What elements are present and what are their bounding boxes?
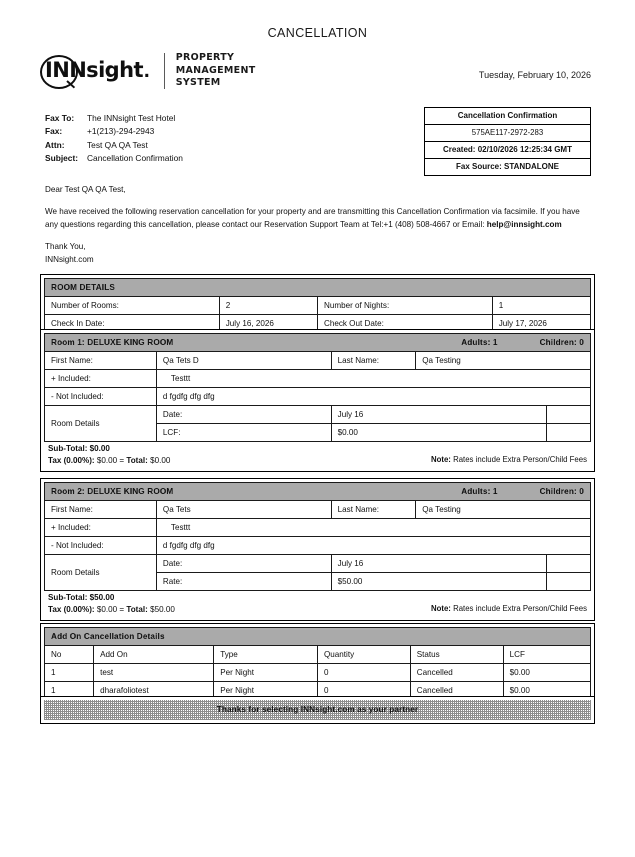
room-1-detail-key-1: LCF: <box>156 424 331 442</box>
addon-row-1-no: 1 <box>45 682 94 700</box>
room-2-subtotal: Sub-Total: $50.00 <box>48 593 115 602</box>
room-1-totals-row <box>44 442 591 468</box>
number-of-nights-value: 1 <box>492 297 590 315</box>
room-1-total-value: $0.00 <box>150 455 171 465</box>
attn-row <box>45 139 183 152</box>
room-1-adults: Adults: 1 <box>461 338 498 347</box>
table-row <box>45 352 591 370</box>
room-2-section <box>40 478 595 621</box>
letter-signoff-1: Thank You, <box>45 242 86 252</box>
room-2-adults: Adults: 1 <box>461 487 498 496</box>
table-row <box>45 519 591 537</box>
number-of-rooms-label: Number of Rooms: <box>45 297 220 315</box>
logo-tagline <box>176 52 256 90</box>
room-2-first-name-label: First Name: <box>45 501 157 519</box>
support-email: help@innsight.com <box>486 219 562 229</box>
room-1-detail-spacer-1 <box>547 424 591 442</box>
addon-col-no: No <box>45 646 94 664</box>
room-1-outer-box <box>40 329 595 472</box>
addon-col-addon: Add On <box>94 646 214 664</box>
thanks-banner: Thanks for selecting INNsight.com as your partner <box>44 700 591 720</box>
addon-cancellation-section <box>40 623 595 704</box>
innsight-logo <box>45 52 256 90</box>
addon-col-lcf: LCF <box>503 646 590 664</box>
check-in-date-label: Check In Date: <box>45 315 220 333</box>
addon-col-type: Type <box>214 646 318 664</box>
room-1-note <box>431 454 587 467</box>
room-2-header <box>45 483 591 501</box>
confirmation-heading: Cancellation Confirmation <box>425 108 590 125</box>
addon-col-quantity: Quantity <box>317 646 410 664</box>
table-row <box>45 406 591 424</box>
room-2-note-label: Note: <box>430 603 451 613</box>
addon-row-1-lcf: $0.00 <box>503 682 590 700</box>
room-2-detail-spacer-1 <box>547 573 591 591</box>
room-2-detail-spacer-0 <box>547 555 591 573</box>
footer-section <box>40 696 595 724</box>
room-1-detail-spacer-0 <box>547 406 591 424</box>
logo-wordmark: INNsight <box>45 58 143 83</box>
logo-divider <box>164 53 165 89</box>
addon-header: Add On Cancellation Details <box>45 628 591 646</box>
fax-to-label: Fax To: <box>45 113 75 123</box>
letter-signoff-2: INNsight.com <box>45 254 94 264</box>
room-1-header-row <box>45 334 591 352</box>
page-title: CANCELLATION <box>267 26 368 40</box>
addon-row-0-type: Per Night <box>214 664 318 682</box>
room-1-total-label: Total: <box>126 455 148 465</box>
subject-value: Cancellation Confirmation <box>87 153 183 164</box>
room-1-tax-label: Tax (0.00%): <box>48 455 95 465</box>
addon-col-status: Status <box>410 646 503 664</box>
room-1-children: Children: 0 <box>539 338 584 347</box>
subject-label: Subject: <box>45 153 79 164</box>
room-1-note-label: Note: <box>430 454 451 464</box>
logo-tagline-line-3: SYSTEM <box>175 77 221 88</box>
fax-number-value: +1(213)-294-2943 <box>87 126 155 137</box>
thanks-outer-box <box>40 696 595 724</box>
check-out-date-label: Check Out Date: <box>317 315 492 333</box>
room-2-total-equals: = <box>119 604 125 614</box>
room-2-not-included-label: - Not Included: <box>45 537 157 555</box>
addon-row-0-no: 1 <box>45 664 94 682</box>
fax-metadata <box>45 112 183 166</box>
confirmation-code: 575AE117-2972-283 <box>425 125 590 142</box>
room-2-included-label: + Included: <box>45 519 157 537</box>
letter-paragraph <box>45 206 591 231</box>
room-1-not-included-value: d fgdfg dfg dfg <box>156 388 590 406</box>
room-2-last-name-label: Last Name: <box>331 501 416 519</box>
addon-row-1-type: Per Night <box>214 682 318 700</box>
room-1-section <box>40 329 595 472</box>
room-1-not-included-label: - Not Included: <box>45 388 157 406</box>
room-1-detail-value-1: $0.00 <box>331 424 547 442</box>
room-2-note-text: Rates include Extra Person/Child Fees <box>453 603 587 613</box>
addon-row-0-quantity: 0 <box>317 664 410 682</box>
room-2-totals-row <box>44 591 591 617</box>
room-2-included-value: Testtt <box>156 519 590 537</box>
room-2-total-value: $50.00 <box>150 604 175 614</box>
room-2-tax-label: Tax (0.00%): <box>48 604 95 614</box>
room-1-included-label: + Included: <box>45 370 157 388</box>
cancellation-confirmation-box <box>424 107 591 176</box>
check-out-date-value: July 17, 2026 <box>492 315 590 333</box>
logo-mark <box>45 59 150 83</box>
fax-number-row <box>45 125 183 138</box>
addon-column-header-row <box>45 646 591 664</box>
table-row <box>45 555 591 573</box>
room-1-included-value: Testtt <box>156 370 590 388</box>
check-in-date-value: July 16, 2026 <box>219 315 317 333</box>
room-1-first-name-label: First Name: <box>45 352 157 370</box>
room-2-note <box>431 603 587 616</box>
attn-label: Attn: <box>45 139 65 150</box>
letter-paragraph-text: We have received the following reservation cancellation for your property and are transmitting this Cancellation Confirmation via facsimile. If you have any questions regarding this cancellation, please contact our Reservation Support Team at Tel:+1 (408) 508-4667 or Email: <box>45 207 580 229</box>
logo-dot: . <box>143 58 150 82</box>
room-2-tax-value: $0.00 <box>96 604 118 614</box>
room-2-last-name-value: Qa Testing <box>416 501 591 519</box>
room-2-children: Children: 0 <box>539 487 584 496</box>
table-row <box>45 370 591 388</box>
room-1-last-name-label: Last Name: <box>331 352 416 370</box>
logo-tagline-line-2: MANAGEMENT <box>175 64 256 76</box>
room-2-totals-left <box>48 592 175 615</box>
table-row <box>45 537 591 555</box>
document-date: Tuesday, February 10, 2026 <box>478 70 591 80</box>
addon-outer-box <box>40 623 595 704</box>
room-2-outer-box <box>40 478 595 621</box>
addon-row-1-status: Cancelled <box>410 682 503 700</box>
confirmation-fax-source: Fax Source: STANDALONE <box>456 162 559 171</box>
room-1-header <box>45 334 591 352</box>
addon-row-0-addon: test <box>94 664 214 682</box>
room-1-note-text: Rates include Extra Person/Child Fees <box>453 454 587 464</box>
room-2-not-included-value: d fgdfg dfg dfg <box>156 537 590 555</box>
room-1-subtotal: Sub-Total: $0.00 <box>48 444 110 453</box>
number-of-nights-label: Number of Nights: <box>317 297 492 315</box>
room-2-first-name-value: Qa Tets <box>156 501 331 519</box>
logo-tagline-line-1: PROPERTY <box>175 52 235 63</box>
confirmation-created: Created: 02/10/2026 12:25:34 GMT <box>425 142 590 159</box>
room-1-title: Room 1: DELUXE KING ROOM <box>51 338 174 347</box>
room-details-header-row <box>45 279 591 297</box>
room-2-title: Room 2: DELUXE KING ROOM <box>51 487 174 496</box>
room-1-detail-key-0: Date: <box>156 406 331 424</box>
room-2-detail-value-1: $50.00 <box>331 573 547 591</box>
fax-to-value: The INNsight Test Hotel <box>87 113 176 123</box>
room-2-detail-value-0: July 16 <box>331 555 547 573</box>
addon-table <box>44 627 591 700</box>
room-1-detail-value-0: July 16 <box>331 406 547 424</box>
addon-row-1-addon: dharafoliotest <box>94 682 214 700</box>
room-2-room-details-label: Room Details <box>45 555 157 591</box>
letter-salutation: Dear Test QA QA Test, <box>45 185 126 194</box>
room-2-header-row <box>45 483 591 501</box>
room-1-totals-left <box>48 443 170 466</box>
attn-value: Test QA QA Test <box>87 139 148 150</box>
addon-row-1-quantity: 0 <box>317 682 410 700</box>
number-of-rooms-value: 2 <box>219 297 317 315</box>
table-row <box>45 664 591 682</box>
fax-number-label: Fax: <box>45 126 63 137</box>
letter-body <box>45 184 591 266</box>
room-details-header: ROOM DETAILS <box>45 279 591 297</box>
room-details-outer-box <box>40 274 595 337</box>
room-2-detail-key-1: Rate: <box>156 573 331 591</box>
room-1-first-name-value: Qa Tets D <box>156 352 331 370</box>
room-2-table <box>44 482 591 591</box>
addon-row-0-status: Cancelled <box>410 664 503 682</box>
room-2-detail-key-0: Date: <box>156 555 331 573</box>
room-1-last-name-value: Qa Testing <box>416 352 591 370</box>
table-row <box>45 388 591 406</box>
room-2-total-label: Total: <box>126 604 148 614</box>
room-1-table <box>44 333 591 442</box>
fax-to-row <box>45 112 183 125</box>
table-row <box>45 501 591 519</box>
subject-row <box>45 152 183 165</box>
room-1-room-details-label: Room Details <box>45 406 157 442</box>
addon-row-0-lcf: $0.00 <box>503 664 590 682</box>
addon-header-row <box>45 628 591 646</box>
room-details-table <box>44 278 591 333</box>
table-row <box>45 297 591 315</box>
room-1-total-equals: = <box>119 455 125 465</box>
room-details-section <box>40 274 595 337</box>
room-1-tax-value: $0.00 <box>96 455 118 465</box>
